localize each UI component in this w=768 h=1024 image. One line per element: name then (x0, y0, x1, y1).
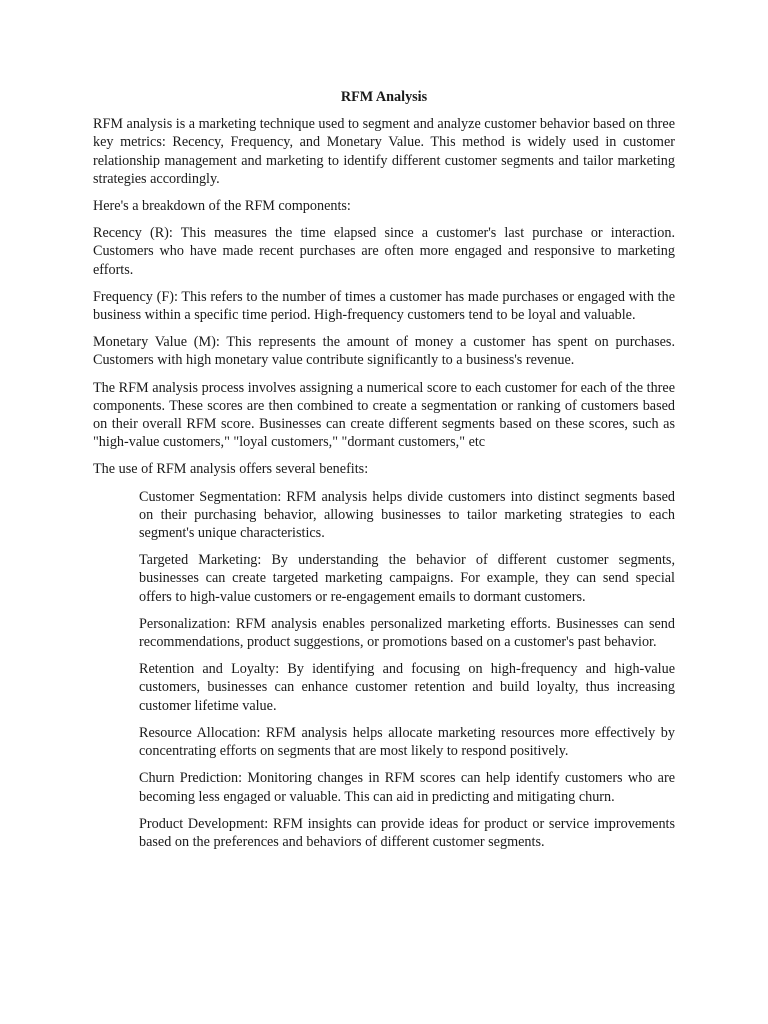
document-page (93, 88, 675, 860)
monetary-paragraph: Monetary Value (M): This represents the amount of money a customer has spent on purchases. Customers with high monetary value contribute significantly to a business's revenue. (93, 334, 675, 369)
process-paragraph: The RFM analysis process involves assigning a numerical score to each customer for each of the three components. These scores are then combined to create a segmentation or ranking of customers based on their overall RFM score. Businesses can create different segments based on these scores, such as "high-value customers," "loyal customers," "dormant customers," etc (93, 379, 675, 451)
benefit-item: Personalization: RFM analysis enables personalized marketing efforts. Businesses can send recommendations, product suggestions, or promotions based on a customer's past behavior. (139, 615, 675, 651)
benefit-item: Churn Prediction: Monitoring changes in RFM scores can help identify customers who are becoming less engaged or valuable. This can aid in predicting and mitigating churn. (139, 770, 675, 805)
recency-paragraph: Recency (R): This measures the time elapsed since a customer's last purchase or interaction. Customers who have made recent purchases are often more engaged and responsive to marketing efforts. (93, 225, 675, 278)
benefits-list (93, 488, 675, 851)
benefit-item: Retention and Loyalty: By identifying and focusing on high-frequency and high-value customers, businesses can enhance customer retention and build loyalty, thus increasing customer lifetime value. (139, 661, 675, 714)
benefit-item: Product Development: RFM insights can provide ideas for product or service improvements based on the preferences and behaviors of different customer segments. (139, 815, 675, 850)
breakdown-heading: Here's a breakdown of the RFM components: (93, 198, 351, 215)
frequency-paragraph: Frequency (F): This refers to the number of times a customer has made purchases or engaged with the business within a specific time period. High-frequency customers tend to be loyal and valuable. (93, 288, 675, 324)
benefits-heading: The use of RFM analysis offers several benefits: (93, 461, 369, 478)
intro-paragraph: RFM analysis is a marketing technique used to segment and analyze customer behavior based on three key metrics: Recency, Frequency, and Monetary Value. This method is widely used in customer relationship management and marketing to identify different customer segments and tailor marketing strategies accordingly. (93, 116, 675, 187)
document-title: RFM Analysis (340, 89, 428, 105)
benefit-item: Targeted Marketing: By understanding the behavior of different customer segments, businesses can create targeted marketing campaigns. For example, they can send special offers to high-value customers or re-engagement emails to dormant customers. (139, 552, 675, 605)
benefit-item: Customer Segmentation: RFM analysis helps divide customers into distinct segments based on their purchasing behavior, allowing businesses to tailor marketing strategies to each segment's unique characteristics. (139, 488, 675, 542)
benefit-item: Resource Allocation: RFM analysis helps allocate marketing resources more effectively by concentrating efforts on segments that are most likely to respond positively. (139, 724, 675, 760)
